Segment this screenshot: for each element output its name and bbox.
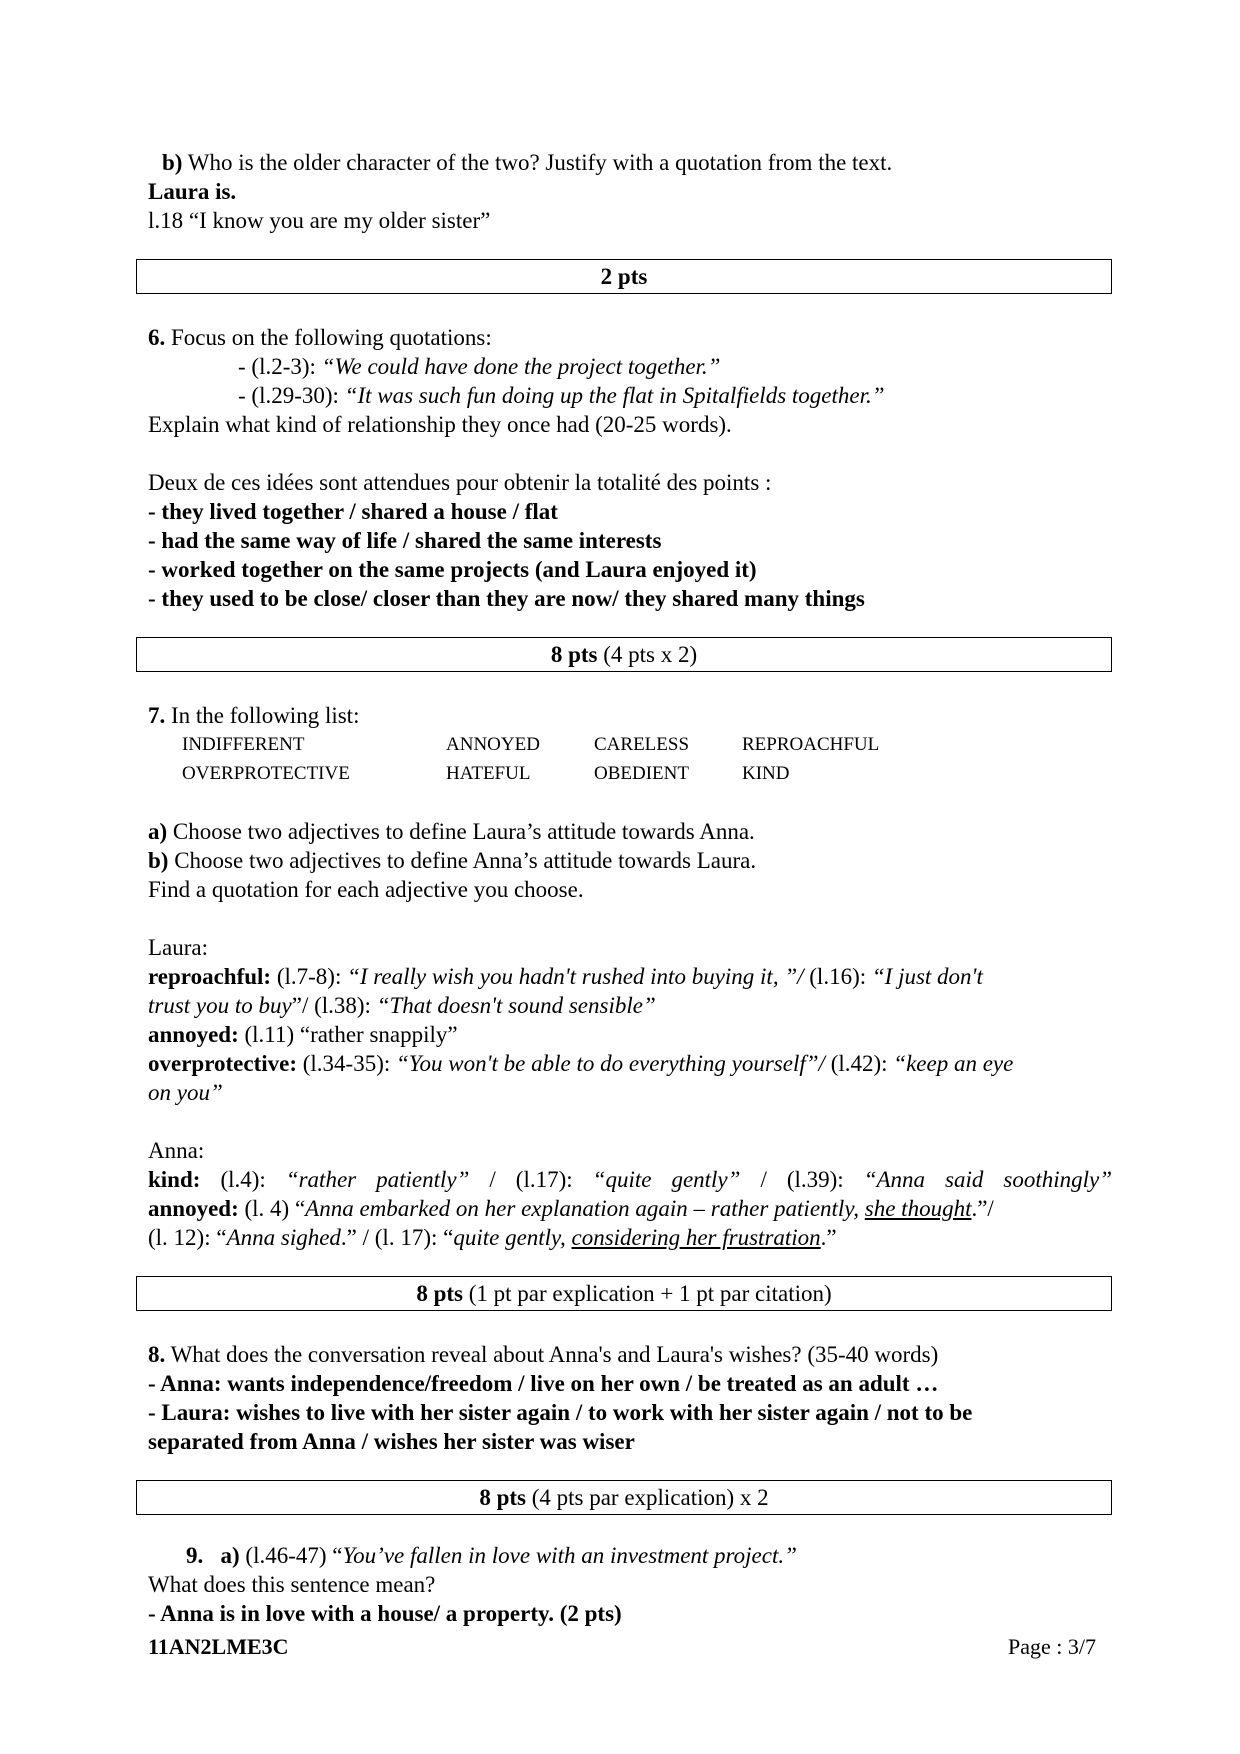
- points-box-q8: 8 pts (4 pts par explication) x 2: [136, 1480, 1112, 1515]
- page-number: Page : 3/7: [1008, 1634, 1096, 1659]
- adjective: REPROACHFUL: [742, 734, 880, 755]
- q5b-answer: Laura is.: [148, 179, 237, 204]
- adjective: HATEFUL: [446, 763, 531, 784]
- q9-quote: 9. a) (l.46-47) “You’ve fallen in love with an investment project.”: [186, 1543, 797, 1568]
- q6-answer-2: - had the same way of life / shared the same interests: [148, 528, 662, 553]
- q5b-question: b) Who is the older character of the two? Justify with a quotation from the text.: [162, 150, 893, 175]
- adjective: INDIFFERENT: [182, 734, 305, 755]
- anna-heading: Anna:: [148, 1138, 205, 1163]
- q6-intro: 6. Focus on the following quotations:: [148, 325, 492, 350]
- adjective: CARELESS: [594, 734, 690, 755]
- q8-answer-laura: - Laura: wishes to live with her sister again / to work with her sister again / not to be: [148, 1400, 973, 1425]
- laura-heading: Laura:: [148, 935, 209, 960]
- adjective: ANNOYED: [446, 734, 540, 755]
- q7b-question: b) Choose two adjectives to define Anna’s attitude towards Laura.: [148, 848, 757, 873]
- q8-answer-anna: - Anna: wants independence/freedom / live on her own / be treated as an adult …: [148, 1371, 939, 1396]
- q6-answer-3: - worked together on the same projects (and Laura enjoyed it): [148, 557, 757, 582]
- q6-quote-2: - (l.29-30): “It was such fun doing up the flat in Spitalfields together.”: [238, 383, 885, 408]
- q6-answer-1: - they lived together / shared a house / flat: [148, 499, 558, 524]
- q8-answer-laura-cont: separated from Anna / wishes her sister was wiser: [148, 1429, 635, 1454]
- laura-overprotective-cont: on you”: [148, 1080, 223, 1105]
- q7-intro: 7. In the following list:: [148, 703, 360, 728]
- anna-kind: kind: (l.4): “rather patiently” / (l.17): “quite gently” / (l.39): “Anna said soothingly”: [148, 1167, 1113, 1192]
- q8-question: 8. What does the conversation reveal about Anna's and Laura's wishes? (35-40 words): [148, 1342, 939, 1367]
- q9-answer: - Anna is in love with a house/ a property. (2 pts): [148, 1601, 622, 1626]
- laura-overprotective: overprotective: (l.34-35): “You won't be able to do everything yourself”/ (l.42): “keep an eye: [148, 1051, 1014, 1076]
- q5b-quote: l.18 “I know you are my older sister”: [148, 208, 491, 233]
- points-box-q7: 8 pts (1 pt par explication + 1 pt par citation): [136, 1276, 1112, 1311]
- laura-annoyed: annoyed: (l.11) “rather snappily”: [148, 1022, 458, 1047]
- laura-reproachful: reproachful: (l.7-8): “I really wish you hadn't rushed into buying it, ”/ (l.16): “I just don't: [148, 964, 983, 989]
- exam-code: 11AN2LME3C: [148, 1634, 289, 1659]
- adjective: OVERPROTECTIVE: [182, 763, 350, 784]
- q6-instruction: Explain what kind of relationship they once had (20-25 words).: [148, 412, 732, 437]
- adjective: OBEDIENT: [594, 763, 689, 784]
- anna-annoyed: annoyed: (l. 4) “Anna embarked on her explanation again – rather patiently, she thought.”/: [148, 1196, 994, 1221]
- q9-question: What does this sentence mean?: [148, 1572, 436, 1597]
- q7-find: Find a quotation for each adjective you choose.: [148, 877, 584, 902]
- q6-answer-4: - they used to be close/ closer than they are now/ they shared many things: [148, 586, 865, 611]
- adjective-row-2: [148, 759, 1112, 788]
- laura-reproachful-cont: trust you to buy”/ (l.38): “That doesn't sound sensible”: [148, 993, 656, 1018]
- points-box-q6: 8 pts (4 pts x 2): [136, 637, 1112, 672]
- adjective-row-1: [148, 730, 1112, 759]
- q6-quote-1: - (l.2-3): “We could have done the project together.”: [238, 354, 721, 379]
- q7a-question: a) Choose two adjectives to define Laura’s attitude towards Anna.: [148, 819, 755, 844]
- q6-note: Deux de ces idées sont attendues pour obtenir la totalité des points :: [148, 470, 772, 495]
- adjective: KIND: [742, 763, 790, 784]
- document-page: [148, 148, 1112, 1628]
- anna-annoyed-cont: (l. 12): “Anna sighed.” / (l. 17): “quite gently, considering her frustration.”: [148, 1225, 837, 1250]
- points-box-q5: 2 pts: [136, 259, 1112, 294]
